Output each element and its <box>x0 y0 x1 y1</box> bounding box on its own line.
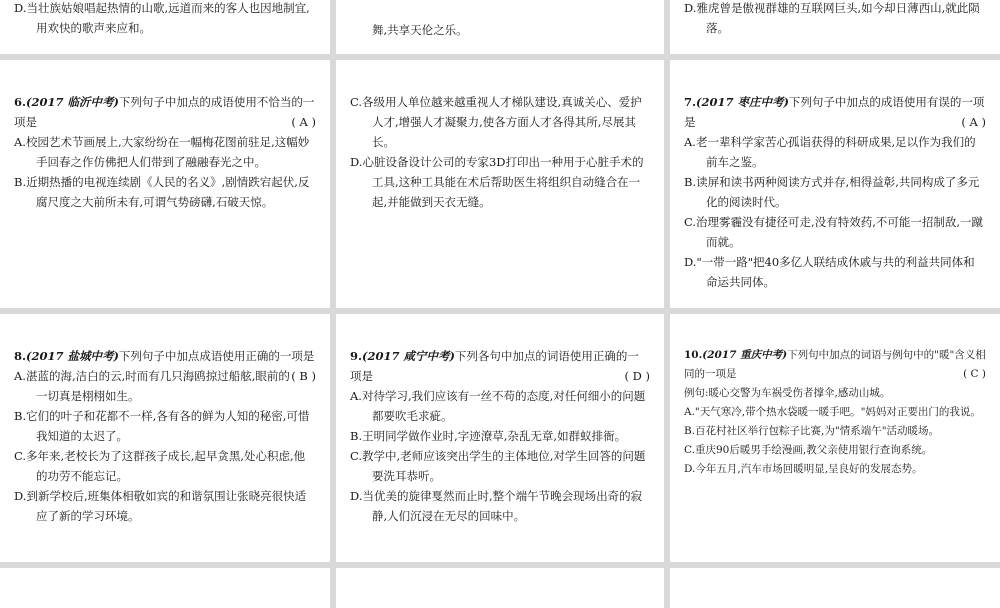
answer-label: ( C ) <box>963 368 986 380</box>
question-text: 下列句子中加点成语使用正确的一项是 <box>118 349 315 363</box>
question-9-panel <box>336 314 664 562</box>
question-number: 6. <box>14 95 27 109</box>
question-text: 下列各句中加点的词语使用正确的一项是 <box>350 349 639 383</box>
option-a: A.湛蓝的海,洁白的云,时而有几只海鸥掠过船舷,眼前的一切真是栩栩如生。 <box>14 369 290 403</box>
option-d: D.心脏设备设计公司的专家3D打印出一种用于心脏手术的工具,这种工具能在术后帮助医生将组织自动缝合在一起,并能做到天衣无缝。 <box>350 155 644 209</box>
option-b: B.百花村社区举行包粽子比赛,为"情系端午"活动暖场。 <box>684 425 940 437</box>
example-sentence: 例句:暖心交警为车祸受伤者撑伞,感动山城。 <box>684 387 891 399</box>
option-text: D.当壮族姑娘唱起热情的山歌,远道而来的客人也因地制宜,用欢快的歌声来应和。 <box>14 1 310 35</box>
option-c: C.重庆90后暖男手绘漫画,教父亲使用银行查询系统。 <box>684 444 933 456</box>
panel-top-middle <box>336 0 664 54</box>
panel-bottom-right <box>670 568 1000 608</box>
question-stem <box>684 346 986 384</box>
option-d: D.今年五月,汽车市场回暖明显,呈良好的发展态势。 <box>684 463 923 475</box>
option-b: B.它们的叶子和花都不一样,各有各的鲜为人知的秘密,可惜我知道的太迟了。 <box>14 409 310 443</box>
option-a: A.校园艺术节画展上,大家纷纷在一幅梅花图前驻足,这幅妙手回春之作仿佛把人们带到了融融春光之中。 <box>14 135 310 169</box>
option-d: D.当优美的旋律戛然而止时,整个端午节晚会现场出奇的寂静,人们沉浸在无尽的回味中。 <box>350 489 643 523</box>
question-8-panel <box>0 314 330 562</box>
question-6-panel <box>0 60 330 308</box>
option-a: A."天气寒冷,带个热水袋暖一暖手吧。"妈妈对正要出门的我说。 <box>684 406 981 418</box>
option-text: 舞,共享天伦之乐。 <box>372 23 468 37</box>
option-d: D."一带一路"把40多亿人联结成休戚与共的利益共同体和命运共同体。 <box>684 255 975 289</box>
question-text: 下列句子中加点的成语使用有误的一项是 <box>684 95 985 129</box>
option-b: B.王明同学做作业时,字迹潦草,杂乱无章,如群蚁排衙。 <box>350 429 627 443</box>
option-text: D.雅虎曾是傲视群雄的互联网巨头,如今却日薄西山,就此陨落。 <box>684 1 980 35</box>
option-d: D.到新学校后,班集体相敬如宾的和谐氛围让张晓亮很快适应了新的学习环境。 <box>14 489 307 523</box>
panel-bottom-middle <box>336 568 664 608</box>
option-b: B.近期热播的电视连续剧《人民的名义》,剧情跌宕起伏,反腐尺度之大前所未有,可谓气势磅礴,石破天惊。 <box>14 175 310 209</box>
option-c: C.各级用人单位越来越重视人才梯队建设,真诚关心、爱护人才,增强人才凝聚力,使各方面人才各得其所,尽展其长。 <box>350 95 642 149</box>
question-6-continued-panel <box>336 60 664 308</box>
question-stem <box>684 92 986 132</box>
panel-top-right <box>670 0 1000 54</box>
question-source: (2017 重庆中考) <box>702 349 788 361</box>
question-7-panel <box>670 60 1000 308</box>
panel-bottom-left <box>0 568 330 608</box>
option-c: C.教学中,老师应该突出学生的主体地位,对学生回答的问题要洗耳恭听。 <box>350 449 646 483</box>
option-c: C.多年来,老校长为了这群孩子成长,起早贪黑,处心积虑,他的功劳不能忘记。 <box>14 449 306 483</box>
panel-top-left <box>0 0 330 54</box>
option-b: B.读屏和读书两种阅读方式并存,相得益彰,共同构成了多元化的阅读时代。 <box>684 175 980 209</box>
question-source: (2017 临沂中考) <box>26 95 119 109</box>
answer-label: ( D ) <box>624 369 650 383</box>
question-number: 8. <box>14 349 27 363</box>
option-a: A.对待学习,我们应该有一丝不苟的态度,对任何细小的问题都要吹毛求疵。 <box>350 389 646 423</box>
answer-label: ( A ) <box>961 115 986 129</box>
question-source: (2017 枣庄中考) <box>696 95 789 109</box>
question-source: (2017 盐城中考) <box>26 349 119 363</box>
option-a: A.老一辈科学家苦心孤诣获得的科研成果,足以作为我们的前车之鉴。 <box>684 135 976 169</box>
question-10-panel <box>670 314 1000 562</box>
answer-label: ( B ) <box>291 369 316 383</box>
question-number: 9. <box>350 349 363 363</box>
question-source: (2017 咸宁中考) <box>362 349 455 363</box>
question-number: 7. <box>684 95 697 109</box>
answer-label: ( A ) <box>291 115 316 129</box>
question-number: 10. <box>684 349 703 361</box>
question-text: 下列句中加点的词语与例句中的"暖"含义相同的一项是 <box>684 349 986 380</box>
question-stem <box>14 92 316 132</box>
question-text: 下列句子中加点的成语使用不恰当的一项是 <box>14 95 315 129</box>
question-stem <box>14 346 316 383</box>
question-stem <box>350 346 650 386</box>
option-c: C.治理雾霾没有捷径可走,没有特效药,不可能一招制敌,一蹴而就。 <box>684 215 984 249</box>
